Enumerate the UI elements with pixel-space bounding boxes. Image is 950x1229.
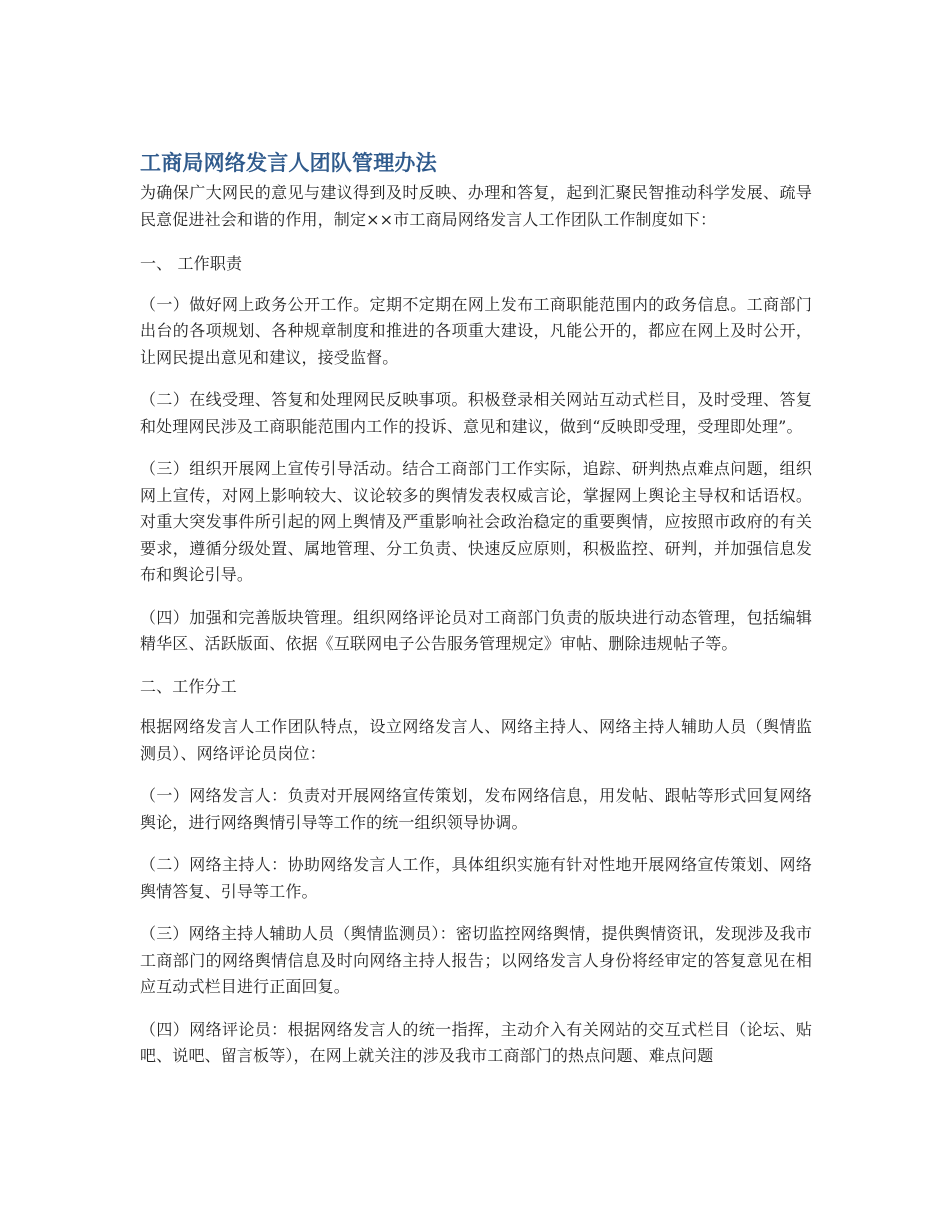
section-heading-division: 二、工作分工	[140, 676, 237, 696]
duty-paragraph-4: （四）加强和完善版块管理。组织网络评论员对工商部门负责的版块进行动态管理，包括编辑精华区、活跃版面、依据《互联网电子公告服务管理规定》审帖、删除违规帖子等。	[140, 607, 812, 653]
role-paragraph-monitor: （三）网络主持人辅助人员（舆情监测员）：密切监控网络舆情，提供舆情资讯，发现涉及我市工商部门的网络舆情信息及时向网络主持人报告；以网络发言人身份将经审定的答复意见在相应互动式栏目进行正面回复。	[140, 924, 812, 996]
intro-paragraph: 为确保广大网民的意见与建议得到及时反映、办理和答复，起到汇聚民智推动科学发展、疏导民意促进社会和谐的作用，制定××市工商局网络发言人工作团队工作制度如下：	[140, 183, 812, 229]
role-paragraph-spokesperson: （一）网络发言人：负责对开展网络宣传策划，发布网络信息，用发帖、跟帖等形式回复网络舆论，进行网络舆情引导等工作的统一组织领导协调。	[140, 786, 812, 832]
duty-paragraph-3: （三）组织开展网上宣传引导活动。结合工商部门工作实际，追踪、研判热点难点问题，组织网上宣传，对网上影响较大、议论较多的舆情发表权威言论，掌握网上舆论主导权和话语权。对重大突发事件所引起的网上舆情及严重影响社会政治稳定的重要舆情，应按照市政府的有关要求，遵循分级处置、属地管理、分工负责、快速反应原则，积极监控、研判，并加强信息发布和舆论引导。	[140, 459, 812, 584]
document-page	[140, 148, 812, 1086]
division-intro-paragraph: 根据网络发言人工作团队特点，设立网络发言人、网络主持人、网络主持人辅助人员（舆情监测员）、网络评论员岗位：	[140, 717, 812, 763]
document-title: 工商局网络发言人团队管理办法	[140, 151, 437, 175]
role-paragraph-commentator: （四）网络评论员：根据网络发言人的统一指挥，主动介入有关网站的交互式栏目（论坛、贴吧、说吧、留言板等），在网上就关注的涉及我市工商部门的热点问题、难点问题	[140, 1019, 812, 1065]
role-paragraph-host: （二）网络主持人：协助网络发言人工作，具体组织实施有针对性地开展网络宣传策划、网络舆情答复、引导等工作。	[140, 855, 812, 901]
section-heading-duties: 一、 工作职责	[140, 254, 243, 273]
duty-paragraph-2: （二）在线受理、答复和处理网民反映事项。积极登录相关网站互动式栏目，及时受理、答复和处理网民涉及工商职能范围内工作的投诉、意见和建议，做到“反映即受理，受理即处理”。	[140, 390, 812, 436]
duty-paragraph-1: （一）做好网上政务公开工作。定期不定期在网上发布工商职能范围内的政务信息。工商部门出台的各项规划、各种规章制度和推进的各项重大建设，凡能公开的，都应在网上及时公开，让网民提出意见和建议，接受监督。	[140, 294, 812, 367]
